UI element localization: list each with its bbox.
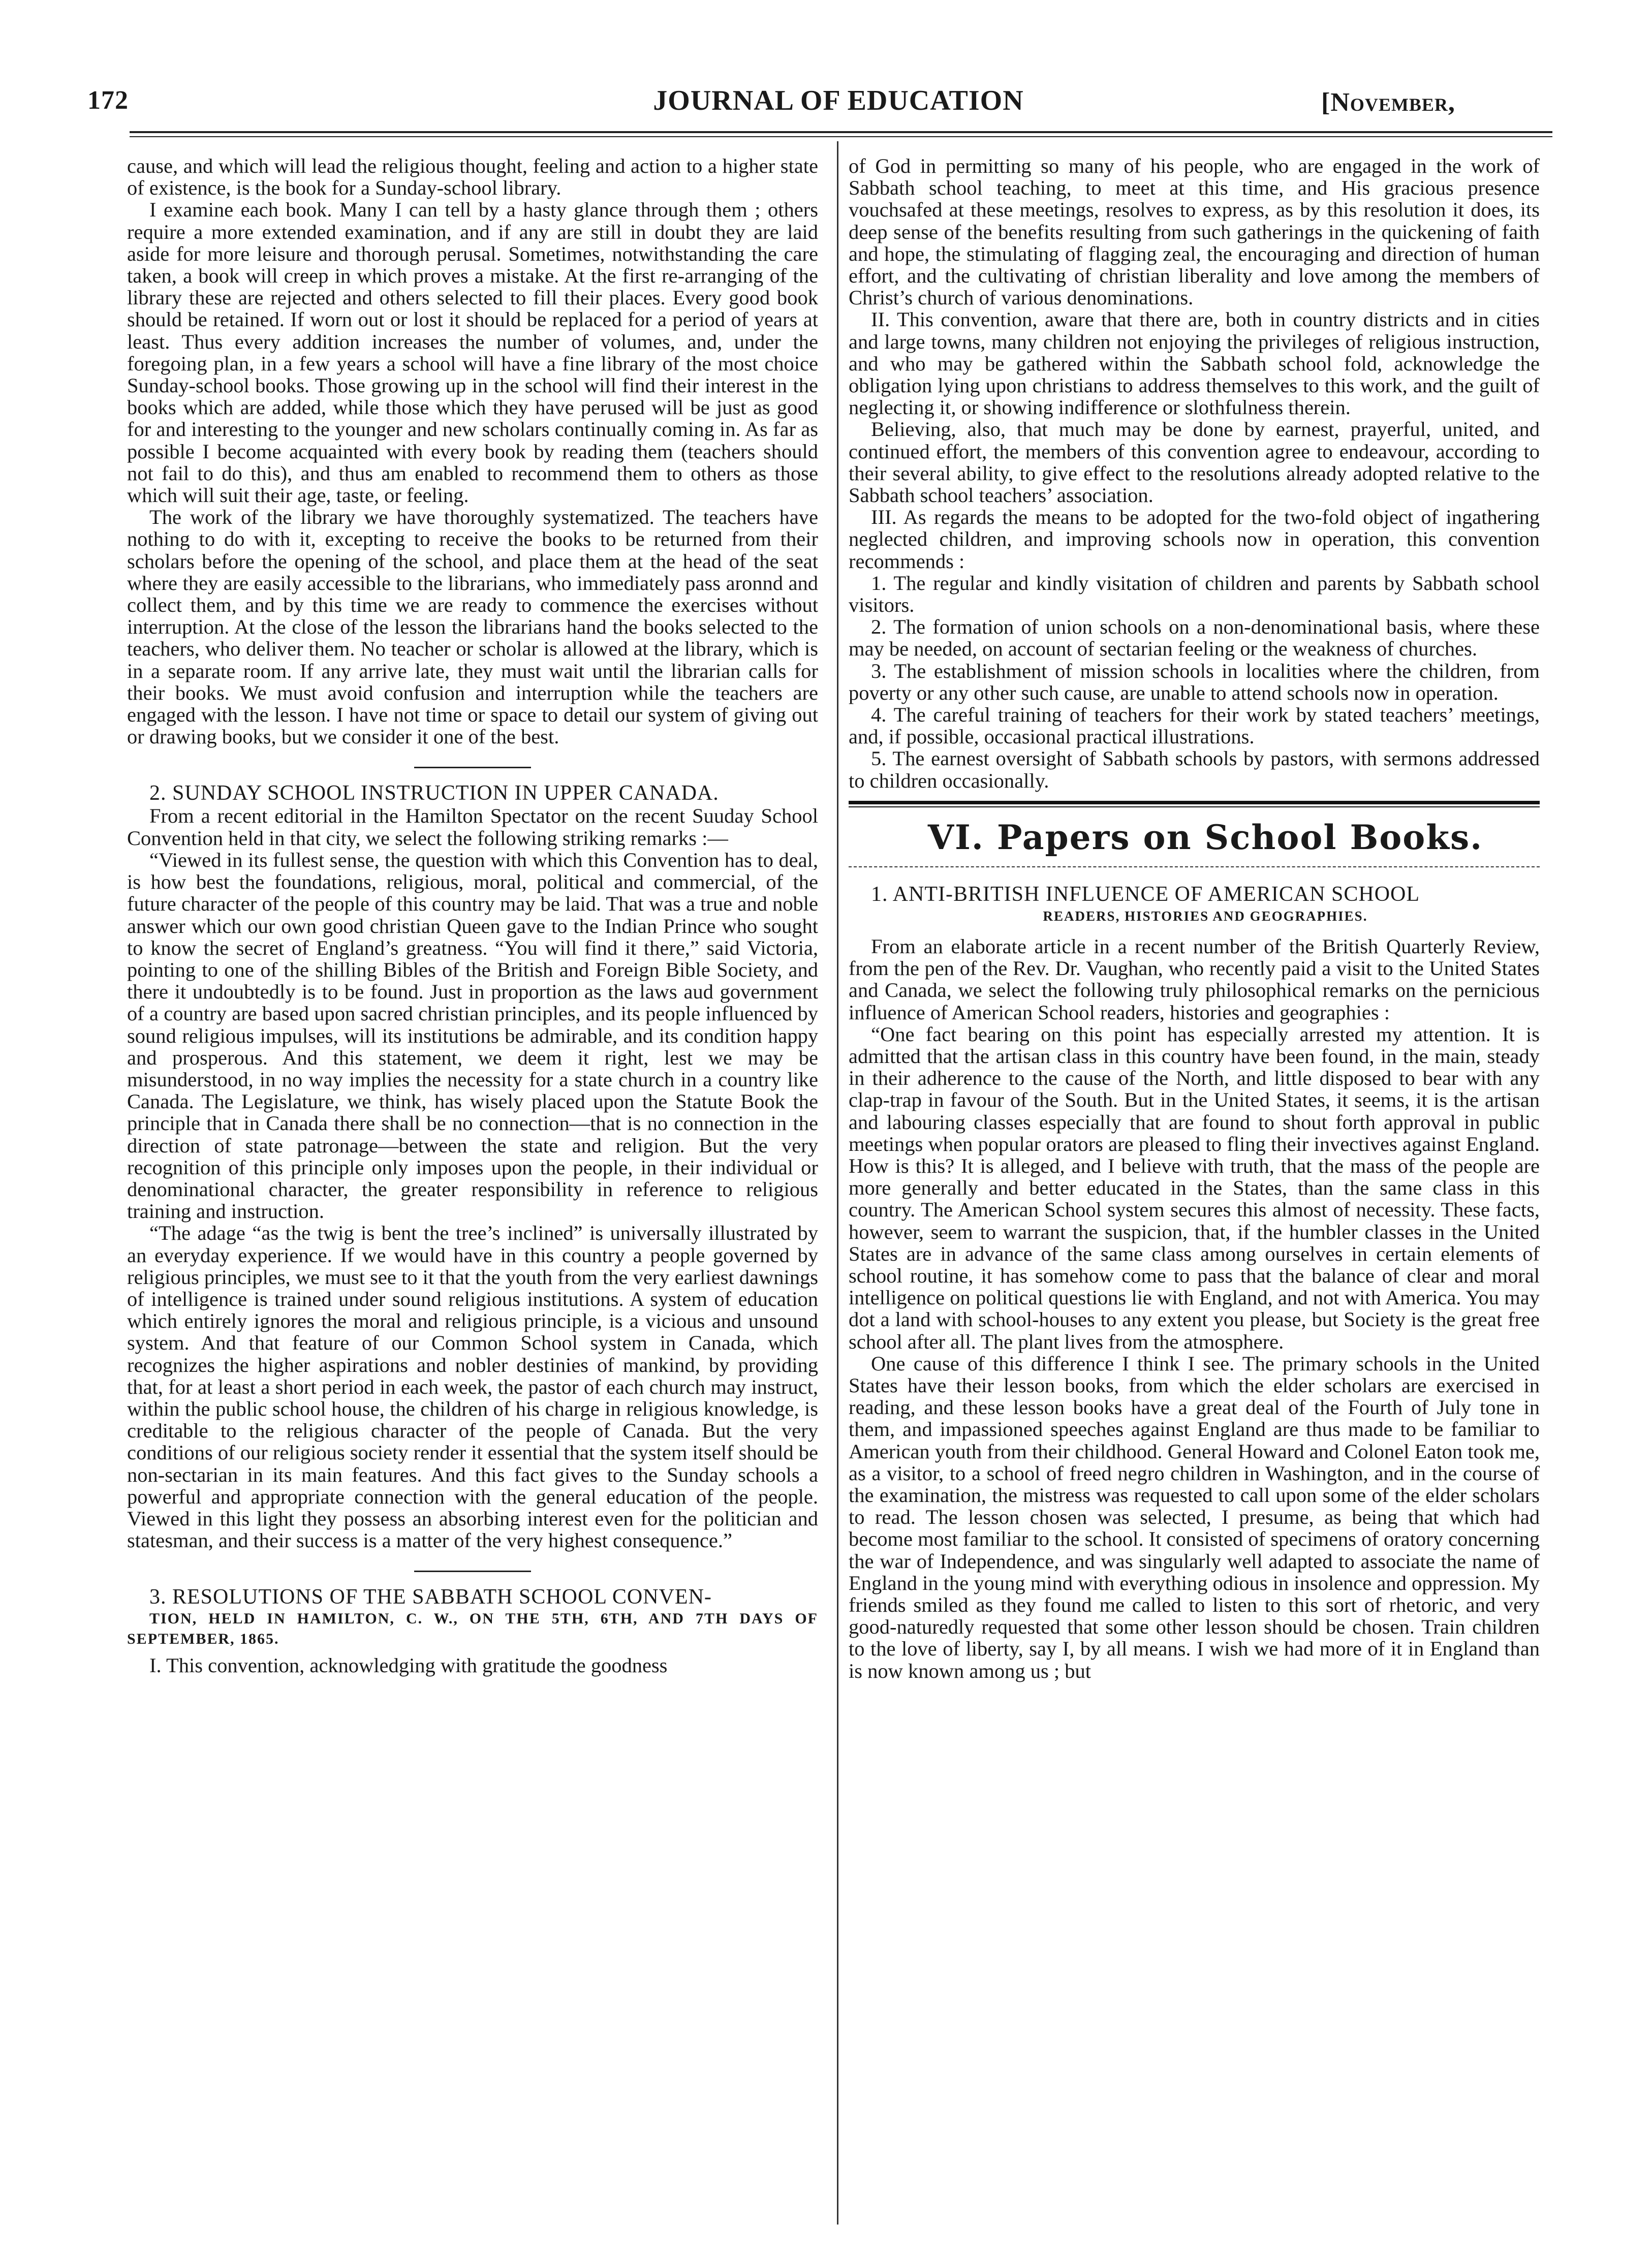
paragraph: “Viewed in its fullest sense, the question with which this Convention has to deal, is how best the foundations, religious, moral, political and commercial, of the future character of the people of this country may be laid. That was a true and noble answer which our own good christian Queen gave to the Indian Prince who sought to know the secret of England’s greatness. “You will find it there,” said Victoria, pointing to one of the shilling Bibles of the British and Foreign Bible Society, and there it undoubtedly is to be found. Just in proportion as the laws aud government of a country are based upon sacred christian principles, and its people influenced by sound religious impulses, will its institutions be admirable, and its condition happy and prosperous. And this statement, we deem it right, lest we may be misunderstood, in no way implies the necessity for a state church in a country like Canada. The Legislature, we think, has wisely placed upon the Statute Book the principle that in Canada there shall be no connection—that is no connection in the direction of state patronage—between the state and religion. But the very recognition of this principle only imposes upon the people, in their individual or denominational character, the greater responsibility in reference to religious training and instruction. [127, 848, 818, 1223]
left-column [127, 155, 818, 1677]
section-separator [414, 767, 531, 768]
paragraph: II. This convention, aware that there are, both in country districts and in cities and large towns, many children not enjoying the privileges of religious instruction, and who may be gathered within the Sabbath school fold, acknowledge the obligation lying upon christians to address themselves to this work, and the guilt of neglecting it, or showing indifference or slothfulness therein. [849, 308, 1540, 419]
section-heading: 3. RESOLUTIONS OF THE SABBATH SCHOOL CONVEN- [149, 1585, 712, 1609]
part-rule-thick [849, 801, 1540, 804]
section-separator [414, 1571, 531, 1572]
part-wave-rule [849, 866, 1540, 868]
list-item: 4. The careful training of teachers for their work by stated teachers’ meetings, and, if possible, occasional practical illustrations. [849, 703, 1540, 748]
paragraph: “The adage “as the twig is bent the tree’s inclined” is universally illustrated by an everyday experience. If we would have in this country a people governed by religious principles, we must see to it that the youth from the very earliest dawnings of intelligence is trained under sound religious institutions. A system of education which entirely ignores the moral and religious principle, is a vicious and unsound system. And that feature of our Common School system in Canada, which recognizes the higher aspirations and nobler destinies of mankind, by providing that, for at least a short period in each week, the pastor of each church may instruct, within the public school house, the children of his charge in religious knowledge, is creditable to the religious character of the people of Canada. But the very conditions of our religious society render it essential that the system itself should be non-sectarian in its main features. And this fact gives to the Sunday schools a powerful and appropriate connection with the general education of the people. Viewed in this light they possess an absorbing interest even for the politician and statesman, and their success is a matter of the very highest consequence.” [127, 1222, 818, 1552]
section-subheading: TION, HELD IN HAMILTON, C. W., ON THE 5TH, 6TH, AND 7TH DAYS OF SEPTEMBER, 1865. [127, 1610, 818, 1648]
header-rule-thin [130, 136, 1552, 137]
paragraph: I. This convention, acknowledging with gratitude the goodness [149, 1654, 668, 1677]
list-item: 1. The regular and kindly visitation of children and parents by Sabbath school visitors. [849, 571, 1540, 617]
paragraph: “One fact bearing on this point has especially arrested my attention. It is admitted that the artisan class in this country have been found, in the main, steady in their adherence to the cause of the North, and little disposed to bear with any clap-trap in favour of the South. But in the United States, it seems, it is the artisan and labouring classes especially that are found to shout forth approval in public meetings when popular orators are pleased to fling their invectives against England. How is this? It is alleged, and I believe with truth, that the mass of the people are more generally and better educated in the States, than the same class in this country. The American School system secures this almost of necessity. These facts, however, seem to warrant the suspicion, that, if the humbler classes in the United States are in advance of the same class among ourselves in certain elements of school routine, it has somehow come to pass that the balance of clear and moral intelligence on political questions lie with England, and not with America. You may dot a land with school-houses to any extent you please, but Society is the great free school after all. The plant lives from the atmosphere. [849, 1022, 1540, 1353]
page-number: 172 [87, 86, 129, 115]
paragraph: Believing, also, that much may be done by earnest, prayerful, united, and continued effort, the members of this convention agree to endeavour, according to their several ability, to give effect to the resolutions already adopted relative to the Sabbath school teachers’ association. [849, 418, 1540, 507]
section-subheading: READERS, HISTORIES AND GEOGRAPHIES. [1043, 908, 1368, 924]
column-divider [837, 141, 838, 2225]
paragraph: of God in permitting so many of his people, who are engaged in the work of Sabbath school teaching, to meet at this time, and His gracious presence vouchsafed at these meetings, resolves to express, as by this resolution it does, its deep sense of the benefits resulting from such gatherings in the quickening of faith and hope, the stimulating of flagging zeal, the encouraging and direction of human effort, and the cultivating of christian liberality and love among the members of Christ’s church of various denominations. [849, 154, 1540, 309]
section-heading: 1. ANTI-BRITISH INFLUENCE OF AMERICAN SCHOOL [871, 882, 1420, 906]
header-rule [130, 131, 1552, 133]
list-item: 3. The establishment of mission schools in localities where the children, from poverty or any other such cause, are unable to attend schools now in operation. [849, 659, 1540, 704]
right-column [849, 155, 1540, 1682]
paragraph: The work of the library we have thoroughly systematized. The teachers have nothing to do with it, excepting to receive the books to be returned from their scholars before the opening of the school, and place them at the head of the seat where they are easily accessible to the librarians, who immediately pass aronnd and collect them, and by this time we are ready to commence the exercises without interruption. At the close of the lesson the librarians hand the books selected to the teachers, who deliver them. No teacher or scholar is allowed at the library, which is in a separate room. If any arrive late, they must wait until the librarian calls for their books. We must avoid confusion and interruption while the teachers are engaged with the lesson. I have not time or space to detail our system of giving out or drawing books, but we consider it one of the best. [127, 506, 818, 748]
section-heading: 2. SUNDAY SCHOOL INSTRUCTION IN UPPER CANADA. [149, 781, 719, 805]
paragraph: I examine each book. Many I can tell by a hasty glance through them ; others require a more extended examination, and if any are still in doubt they are laid aside for more leisure and thorough perusal. Sometimes, notwithstanding the care taken, a book will creep in which proves a mistake. At the first re-arranging of the library these are rejected and others selected to fill their places. Every good book should be retained. If worn out or lost it should be replaced for a period of years at least. Thus every addition increases the number of volumes, and, under the foregoing plan, in a few years a school will have a fine library of the most choice Sunday-school books. Those growing up in the school will find their interest in the books which are added, while those which they have perused will be just as good for and interesting to the younger and new scholars continually coming in. As far as possible I become acquainted with every book by reading them (teachers should not fail to do this), and thus am enabled to recommend them to others as those which will suit their age, taste, or feeling. [127, 198, 818, 507]
paragraph: From a recent editorial in the Hamilton Spectator on the recent Suuday School Convention held in that city, we select the following striking remarks :— [127, 804, 818, 850]
journal-title: JOURNAL OF EDUCATION [653, 85, 1024, 116]
list-item: 2. The formation of union schools on a non-denominational basis, where these may be needed, on account of sectarian feeling or the weakness of churches. [849, 615, 1540, 661]
paragraph: cause, and which will lead the religious thought, feeling and action to a higher state of existence, is the book for a Sunday-school library. [127, 154, 818, 200]
paragraph: From an elaborate article in a recent number of the British Quarterly Review, from the pen of the Rev. Dr. Vaughan, who recently paid a visit to the United States and Canada, we select the following truly philosophical remarks on the pernicious influence of American School readers, histories and geographies : [849, 934, 1540, 1024]
part-rule-thin [849, 806, 1540, 807]
list-item: 5. The earnest oversight of Sabbath schools by pastors, with sermons addressed to children occasionally. [849, 747, 1540, 792]
part-heading: VI. Papers on School Books. [927, 817, 1483, 857]
month-label: [November, [1321, 88, 1455, 117]
paragraph: One cause of this difference I think I see. The primary schools in the United States have their lesson books, from which the elder scholars are exercised in reading, and these lesson books have a great deal of the Fourth of July tone in them, and impassioned speeches against England are thus made to be familiar to American youth from their childhood. General Howard and Colonel Eaton took me, as a visitor, to a school of freed negro children in Washington, and in the course of the examination, the mistress was requested to call upon some of the elder scholars to read. The lesson chosen was selected, I presume, as being that which had become most familiar to the school. It consisted of specimens of oratory concerning the war of Independence, and was singularly well adapted to associate the name of England in the young mind with everything odious in insolence and oppression. My friends smiled as they found me called to listen to this sort of rhetoric, and very good-naturedly requested that some other lesson should be chosen. Train children to the love of liberty, say I, by all means. I wish we had more of it in England than is now known among us ; but [849, 1352, 1540, 1682]
paragraph: III. As regards the means to be adopted for the two-fold object of ingathering neglected children, and improving schools now in operation, this convention recommends : [849, 506, 1540, 573]
